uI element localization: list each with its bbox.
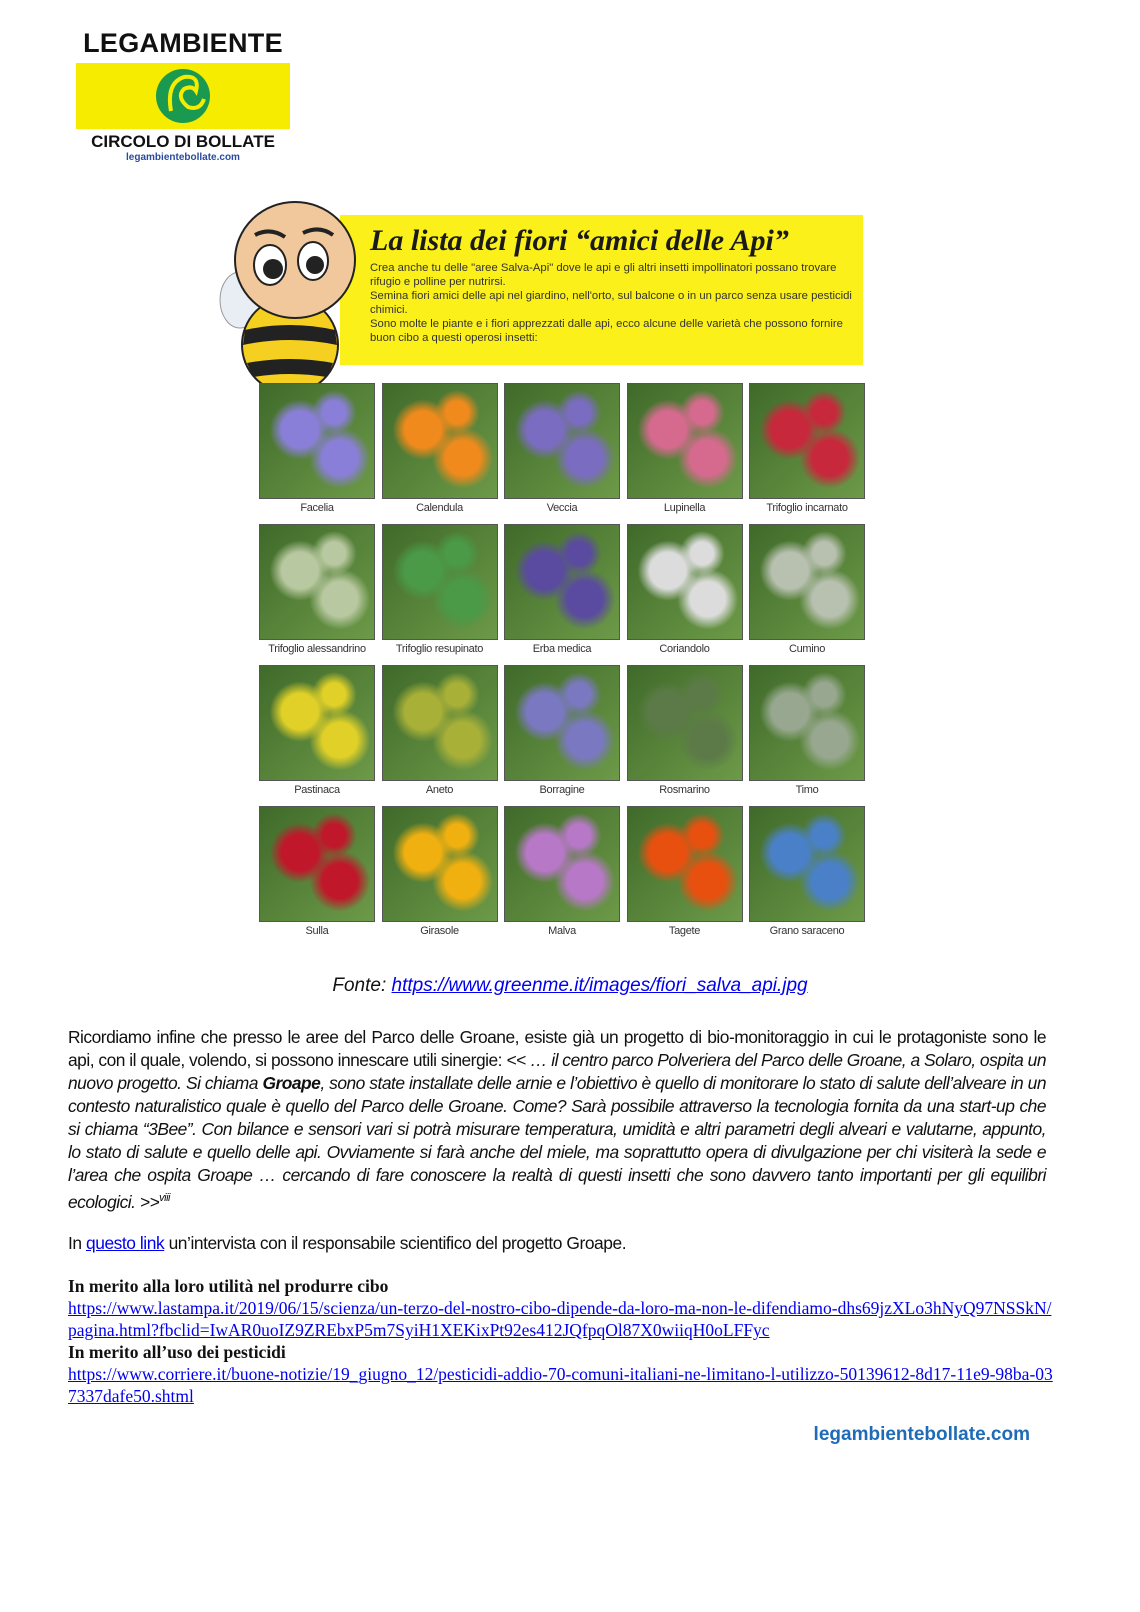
ref-heading-pesticides: In merito all’uso dei pesticidi — [68, 1341, 286, 1362]
flower-item — [749, 524, 865, 656]
flower-label: Tagete — [668, 925, 701, 937]
flower-item — [749, 665, 865, 797]
body-paragraph — [68, 1026, 1046, 1214]
flower-label: Malva — [548, 925, 576, 937]
flower-label: Pastinaca — [294, 784, 340, 796]
source-label: Fonte: — [332, 975, 387, 996]
flower-photo — [627, 665, 743, 781]
flower-item — [627, 524, 743, 656]
flower-label: Veccia — [546, 502, 578, 514]
flower-photo — [259, 383, 375, 499]
flower-photo — [504, 524, 620, 640]
legambiente-logo — [76, 28, 290, 163]
paragraph-bold-groape: Groape — [262, 1073, 321, 1093]
flower-label: Rosmarino — [659, 784, 710, 796]
flower-photo — [259, 806, 375, 922]
flower-item — [259, 806, 375, 938]
flower-photo — [504, 383, 620, 499]
flower-item — [627, 665, 743, 797]
flower-photo — [382, 383, 498, 499]
poster-banner — [340, 215, 863, 365]
logo-title: LEGAMBIENTE — [83, 28, 283, 58]
flower-grid — [259, 383, 865, 938]
intro-pre: In — [68, 1232, 86, 1253]
source-link[interactable]: https://www.greenme.it/images/fiori_salva_api.jpg — [391, 975, 808, 996]
swan-icon — [76, 63, 290, 129]
footnote-marker: viii — [159, 1192, 170, 1204]
poster-line-1: Crea anche tu delle "aree Salva-Api" dove le api e gli altri insetti impollinatori possano trovare rifugio e polline per nutrirsi. — [370, 262, 837, 288]
intro-post: un’intervista con il responsabile scientifico del progetto Groape. — [164, 1232, 627, 1253]
flower-item — [259, 665, 375, 797]
logo-subtitle: CIRCOLO DI BOLLATE — [91, 132, 275, 151]
flower-photo — [749, 383, 865, 499]
flower-item — [382, 806, 498, 938]
flower-label: Aneto — [425, 784, 454, 796]
paragraph-quote-a: << … il centro parco Polveriera del Parco delle Groane, a Solaro, ospita un nuovo progetto. Si chiama — [68, 1050, 1047, 1093]
flower-item — [382, 383, 498, 515]
logo-url: legambientebollate.com — [126, 152, 240, 163]
flower-item — [627, 383, 743, 515]
poster-line-2: Semina fiori amici delle api nel giardino, nell'orto, sul balcone o in un parco senza usare pesticidi chimici. — [370, 290, 852, 316]
flower-photo — [259, 665, 375, 781]
source-line — [0, 975, 1140, 997]
paragraph-quote-b: , sono state installate delle arnie e l’obiettivo è quello di monitorare lo stato di salute dell’alveare in un contesto naturalistico quale è quello del Parco delle Groane. Come? Sarà possibile attraverso la tecnologia fornita da una start-up che si chiama “3Bee”. Con bilance e sensori vari si potrà misurare temperatura, umidità e altri parametri degli alveari e valutarne, appunto, lo stato di salute e quello delle api. Ovviamente si farà anche del miele, ma soprattutto opera di divulgazione per chi visiterà la sede e l’area che ospita Groape … cercando di fare conoscere la realtà di questi insetti che sono davvero tanto importanti per gli equilibri ecologici. >> — [68, 1073, 1046, 1212]
flower-label: Facelia — [300, 502, 334, 514]
flower-photo — [382, 806, 498, 922]
flower-item — [382, 524, 498, 656]
flower-item — [627, 806, 743, 938]
flower-label: Sulla — [305, 925, 329, 937]
flower-label: Girasole — [420, 925, 459, 937]
ref-heading-food: In merito alla loro utilità nel produrre cibo — [68, 1275, 389, 1296]
ref-link-corriere[interactable]: https://www.corriere.it/buone-notizie/19_giugno_12/pesticidi-addio-70-comuni-italiani-ne-limitano-l-utilizzo-50139612-8d17-11e9-98ba-037337dafe50.shtml — [68, 1363, 1053, 1406]
flower-photo — [504, 806, 620, 922]
flower-item — [259, 383, 375, 515]
flower-item — [504, 383, 620, 515]
interview-link[interactable]: questo link — [86, 1232, 165, 1253]
flower-photo — [749, 524, 865, 640]
flower-photo — [627, 383, 743, 499]
flower-photo — [627, 524, 743, 640]
flower-label: Trifoglio incarnato — [766, 502, 848, 514]
bee-mascot-icon — [215, 195, 375, 395]
flower-photo — [382, 665, 498, 781]
references — [68, 1275, 1058, 1407]
flower-label: Erba medica — [532, 643, 592, 655]
flower-photo — [504, 665, 620, 781]
flower-item — [749, 806, 865, 938]
flower-photo — [382, 524, 498, 640]
paragraph-text: Ricordiamo infine che presso le aree del Parco delle Groane, esiste già un progetto di bio-monitoraggio in cui le protagoniste sono le api, con il quale, volendo, si possono innescare utili sinergie: — [68, 1027, 1046, 1070]
flower-label: Grano saraceno — [769, 925, 845, 937]
flower-item — [259, 524, 375, 656]
flower-item — [749, 383, 865, 515]
flower-label: Coriandolo — [659, 643, 710, 655]
flower-item — [504, 524, 620, 656]
flower-photo — [749, 806, 865, 922]
text-body — [68, 1026, 1058, 1447]
flower-label: Timo — [795, 784, 819, 796]
flower-label: Calendula — [416, 502, 463, 514]
flower-label: Cumino — [788, 643, 826, 655]
ref-link-lastampa[interactable]: https://www.lastampa.it/2019/06/15/scienza/un-terzo-del-nostro-cibo-dipende-da-loro-ma-non-le-difendiamo-dhs69jzXLo3hNyQ97NSSkN/pagina.html?fbclid=IwAR0uoIZ9ZREbxP5m7SyiH1XEKixPt92es412JQfpqOl87X0wiiqH0oLFFyc — [68, 1297, 1052, 1340]
interview-line — [68, 1232, 1058, 1255]
flower-item — [382, 665, 498, 797]
flower-photo — [259, 524, 375, 640]
footer-site: legambientebollate.com — [813, 1423, 1030, 1445]
flower-item — [504, 806, 620, 938]
flower-item — [504, 665, 620, 797]
flower-photo — [749, 665, 865, 781]
poster-line-3: Sono molte le piante e i fiori apprezzati dalle api, ecco alcune delle varietà che possono fornire buon cibo a questi operosi insetti: — [370, 318, 843, 344]
flower-label: Lupinella — [663, 502, 706, 514]
flower-label: Trifoglio alessandrino — [268, 643, 366, 655]
flower-label: Trifoglio resupinato — [395, 643, 484, 655]
flower-label: Borragine — [539, 784, 585, 796]
poster-title: La lista dei fiori “amici delle Api” — [370, 224, 789, 257]
flower-photo — [627, 806, 743, 922]
flower-poster — [215, 195, 875, 965]
